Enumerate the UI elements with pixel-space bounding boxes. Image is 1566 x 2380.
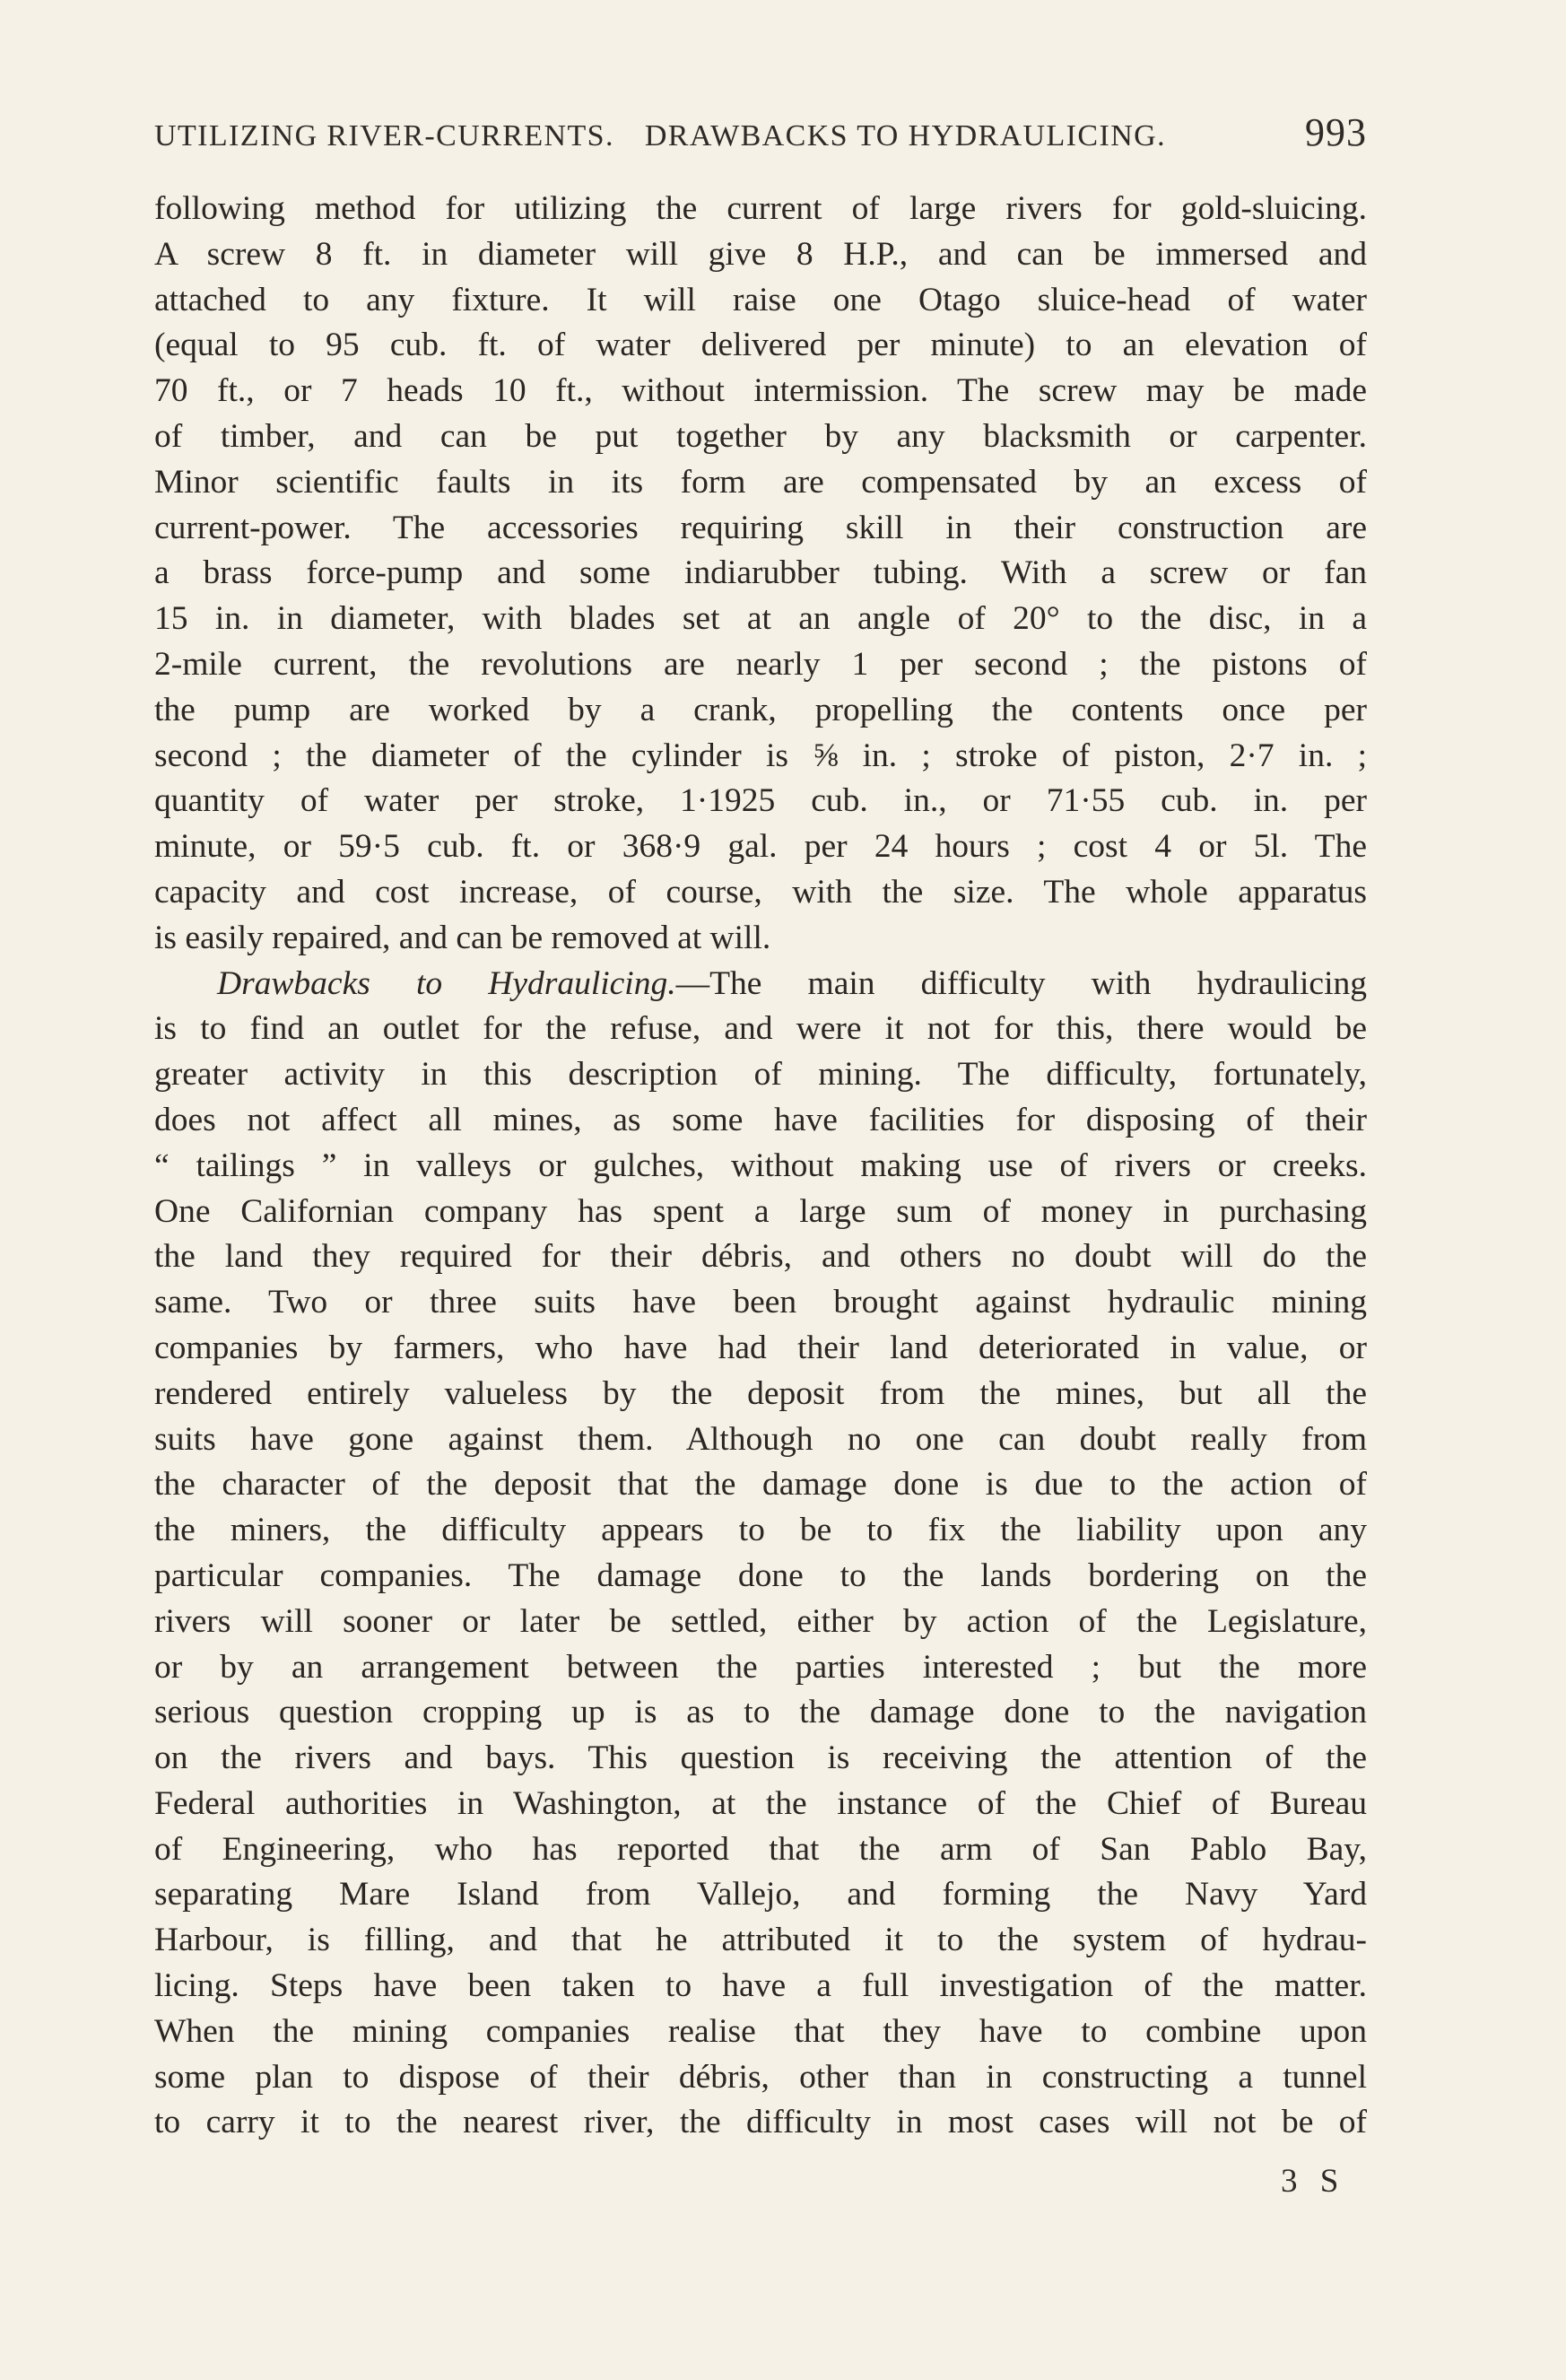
text-line: Harbour, is filling, and that he attributed it to the system of hydrau- [154, 1922, 1367, 1959]
text-line: Minor scientific faults in its form are compensated by an excess of [154, 463, 1367, 501]
running-head [154, 109, 1367, 156]
text-line: some plan to dispose of their débris, other than in constructing a tunnel [154, 2058, 1367, 2096]
text-line: current-power. The accessories requiring skill in their construction are [154, 509, 1367, 546]
text-line: greater activity in this description of mining. The difficulty, fortunately, [154, 1056, 1367, 1094]
section-first-line-text: —The main difficulty with hydraulicing [675, 964, 1367, 1002]
text-line: separating Mare Island from Vallejo, and forming the Navy Yard [154, 1876, 1367, 1914]
text-line: the pump are worked by a crank, propelling the contents once per [154, 691, 1367, 728]
signature-mark: 3 S [1281, 2163, 1346, 2200]
text-line: attached to any fixture. It will raise one Otago sluice-head of water [154, 281, 1367, 318]
text-line: (equal to 95 cub. ft. of water delivered per minute) to an elevation of [154, 327, 1367, 364]
text-line: of Engineering, who has reported that the arm of San Pablo Bay, [154, 1830, 1367, 1868]
text-line: rivers will sooner or later be settled, either by action of the Legislature, [154, 1602, 1367, 1640]
text-line: same. Two or three suits have been brought against hydraulic mining [154, 1284, 1367, 1321]
text-line: licing. Steps have been taken to have a full investigation of the matter. [154, 1967, 1367, 2005]
text-line: to carry it to the nearest river, the difficulty in most cases will not be of [154, 2104, 1367, 2141]
text-line: is to find an outlet for the refuse, and were it not for this, there would be [154, 1010, 1367, 1048]
text-line: capacity and cost increase, of course, with the size. The whole apparatus [154, 873, 1367, 911]
text-line: the land they required for their débris, and others no doubt will do the [154, 1238, 1367, 1276]
text-line: minute, or 59·5 cub. ft. or 368·9 gal. per 24 hours ; cost 4 or 5l. The [154, 828, 1367, 866]
text-line: Federal authorities in Washington, at the instance of the Chief of Bureau [154, 1784, 1367, 1822]
text-line: following method for utilizing the current of large rivers for gold-sluicing. [154, 190, 1367, 227]
text-line: particular companies. The damage done to the lands bordering on the [154, 1556, 1367, 1594]
section-first-line [154, 962, 1367, 1007]
text-line: rendered entirely valueless by the deposit from the mines, but all the [154, 1374, 1367, 1412]
text-line: When the mining companies realise that they have to combine upon [154, 2012, 1367, 2050]
text-line: 2-mile current, the revolutions are nearly 1 per second ; the pistons of [154, 645, 1367, 683]
running-head-right: DRAWBACKS TO HYDRAULICING. [644, 119, 1167, 153]
text-line: second ; the diameter of the cylinder is ⅝ in. ; stroke of piston, 2·7 in. ; [154, 737, 1367, 774]
text-line: quantity of water per stroke, 1·1925 cub. in., or 71·55 cub. in. per [154, 782, 1367, 820]
text-line: One Californian company has spent a large sum of money in purchasing [154, 1192, 1367, 1230]
text-line: suits have gone against them. Although no one can doubt really from [154, 1420, 1367, 1458]
text-line: serious question cropping up is as to the damage done to the navigation [154, 1694, 1367, 1731]
section-heading: Drawbacks to Hydraulicing. [217, 964, 676, 1002]
text-line: a brass force-pump and some indiarubber tubing. With a screw or fan [154, 554, 1367, 592]
text-line: the character of the deposit that the damage done is due to the action of [154, 1466, 1367, 1504]
paragraph-last-line: is easily repaired, and can be removed at will. [154, 919, 771, 956]
text-line: A screw 8 ft. in diameter will give 8 H.P., and can be immersed and [154, 235, 1367, 273]
text-line: companies by farmers, who have had their land deteriorated in value, or [154, 1329, 1367, 1366]
text-line: “ tailings ” in valleys or gulches, without making use of rivers or creeks. [154, 1146, 1367, 1184]
text-line: does not affect all mines, as some have facilities for disposing of their [154, 1101, 1367, 1138]
body-text [154, 187, 1367, 2146]
text-line: on the rivers and bays. This question is receiving the attention of the [154, 1739, 1367, 1777]
running-head-left: UTILIZING RIVER-CURRENTS. [154, 119, 614, 153]
text-line: of timber, and can be put together by any blacksmith or carpenter. [154, 417, 1367, 455]
text-line: the miners, the difficulty appears to be to fix the liability upon any [154, 1512, 1367, 1549]
text-line: 70 ft., or 7 heads 10 ft., without intermission. The screw may be made [154, 372, 1367, 410]
page-number: 993 [1305, 110, 1367, 154]
text-line: 15 in. in diameter, with blades set at an angle of 20° to the disc, in a [154, 600, 1367, 638]
text-line: or by an arrangement between the parties interested ; but the more [154, 1648, 1367, 1686]
